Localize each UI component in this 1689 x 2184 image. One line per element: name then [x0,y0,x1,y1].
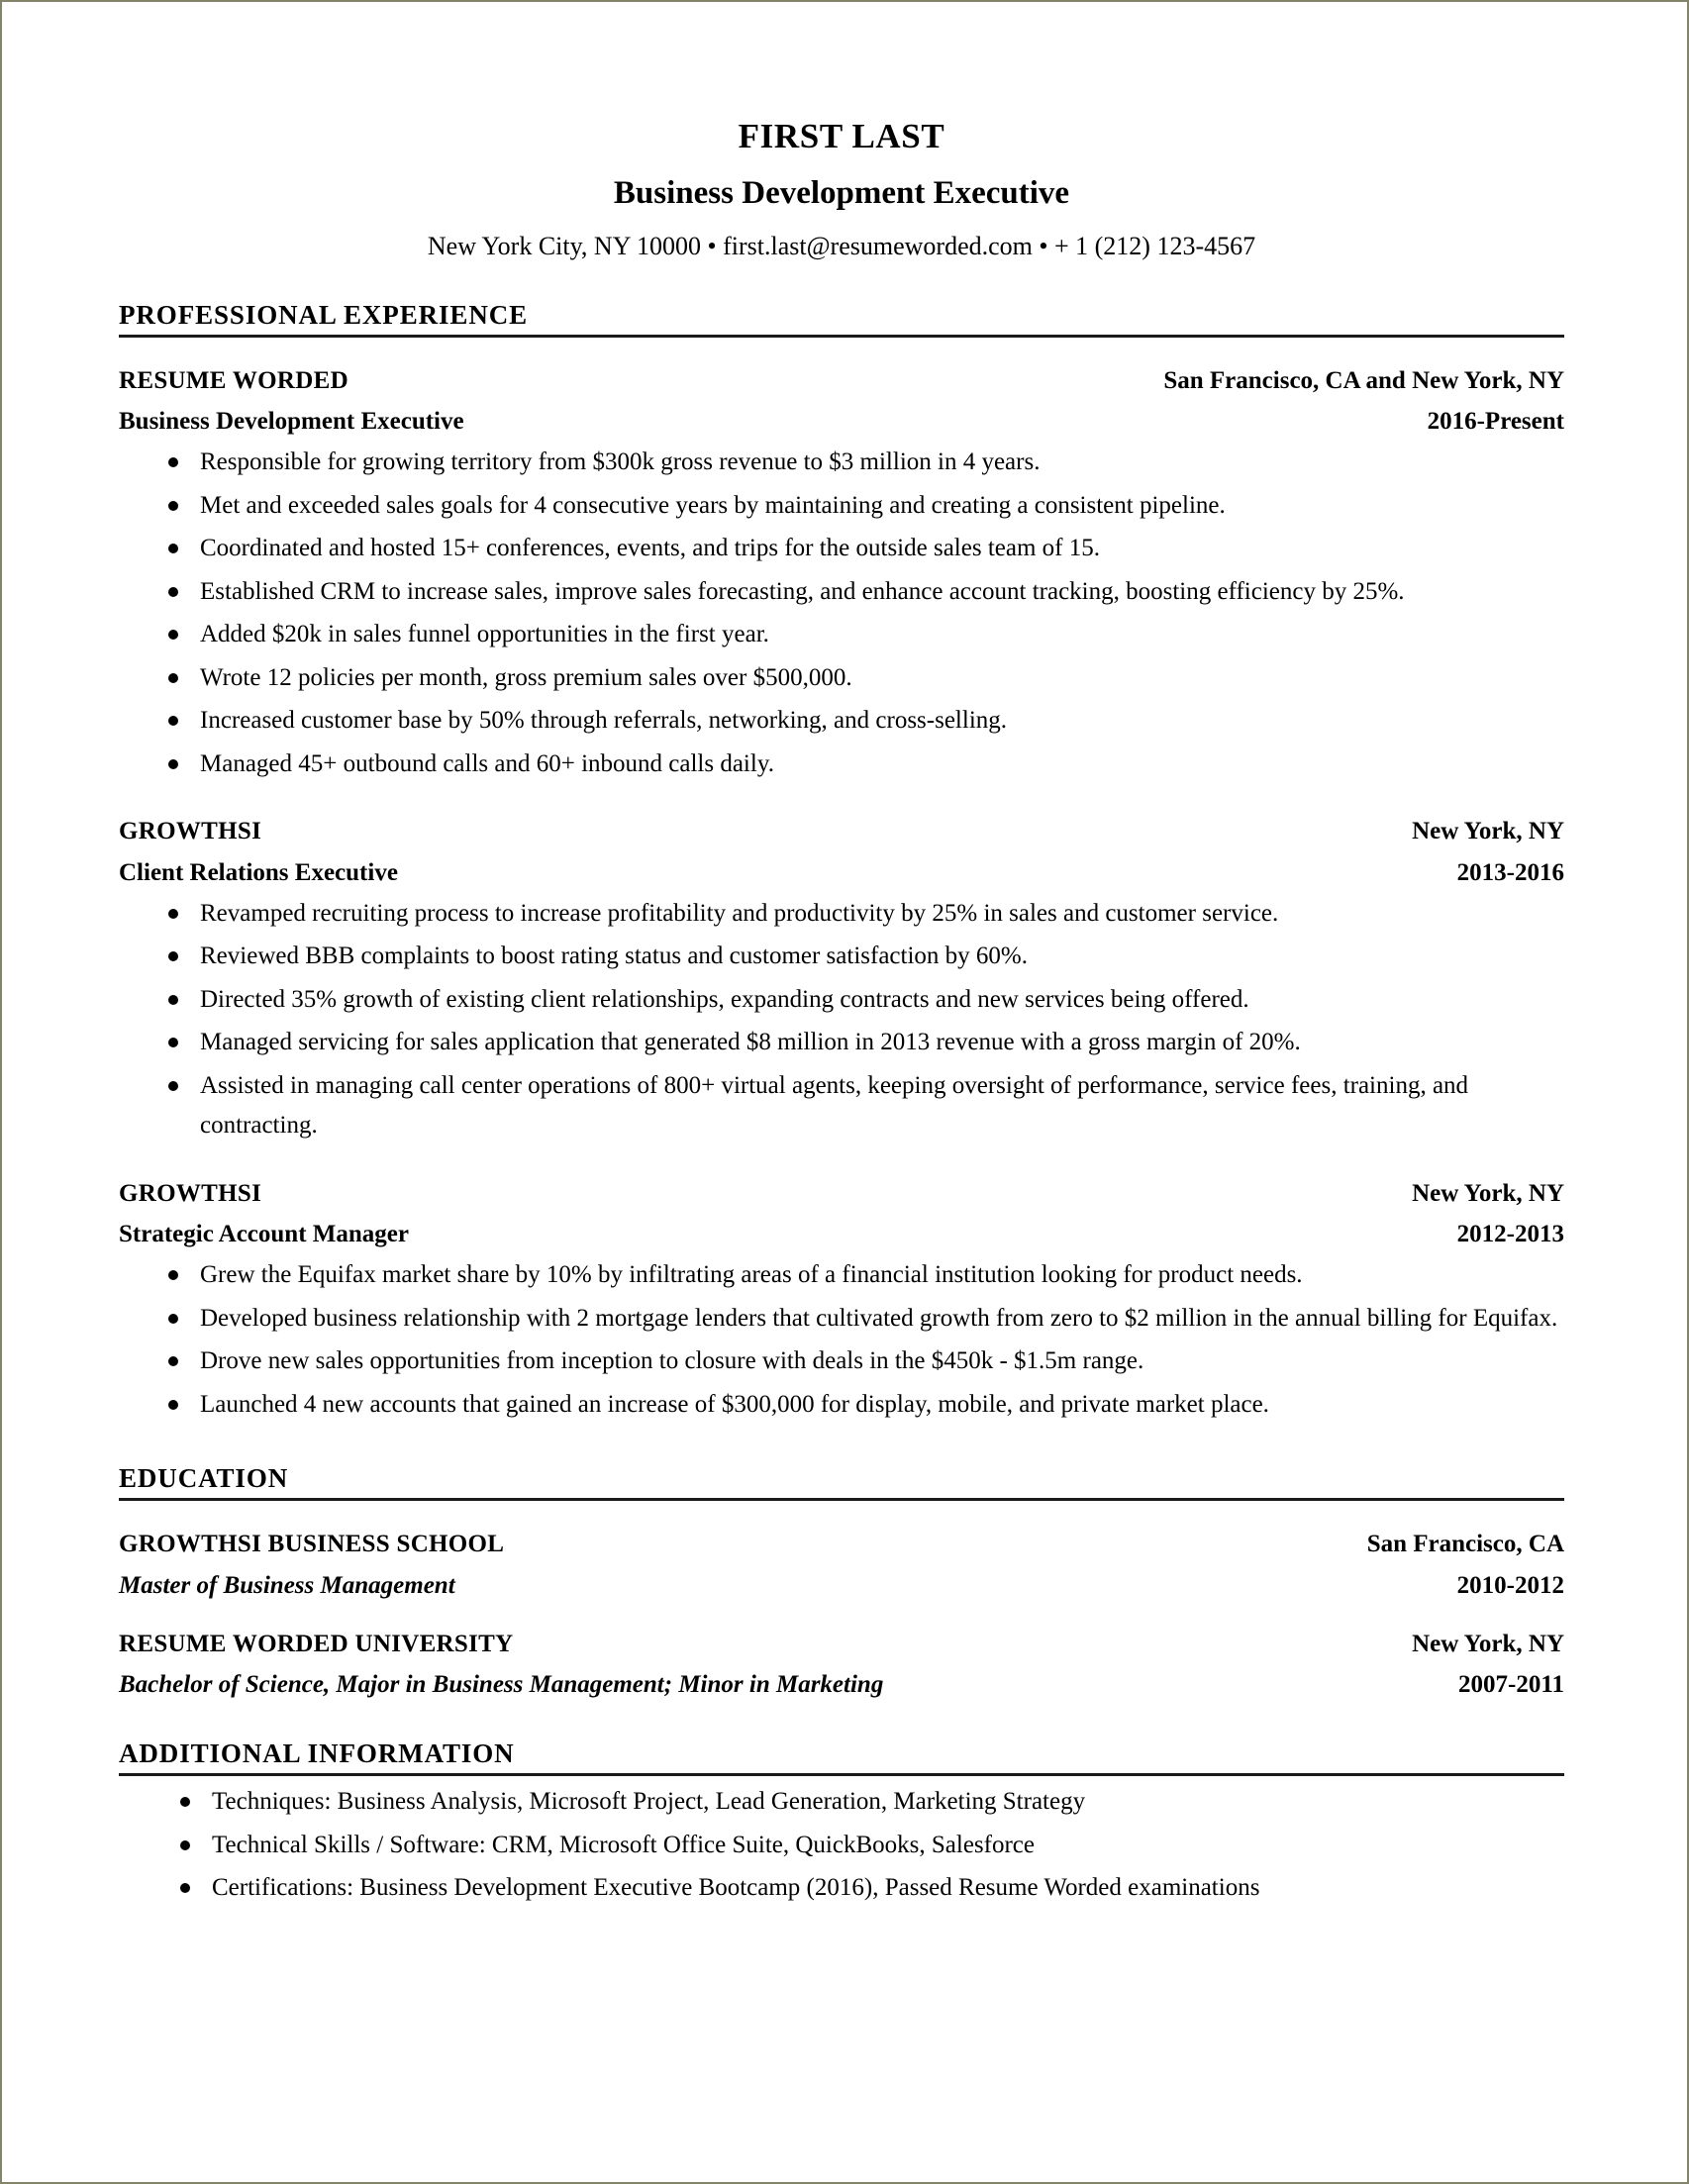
experience-bullets [119,443,1564,784]
bullet-item: Revamped recruiting process to increase profitability and productivity by 25% in sales and customer service. [119,894,1564,935]
candidate-name: FIRST LAST [738,117,945,155]
additional-information-bullets [119,1782,1564,1909]
education-degree-row [119,1669,1564,1700]
experience-org-row [119,816,1564,846]
bullet-item: Managed 45+ outbound calls and 60+ inbound calls daily. [119,745,1564,785]
bullet-item: Met and exceeded sales goals for 4 consecutive years by maintaining and creating a consistent pipeline. [119,486,1564,527]
bullet-item: Certifications: Business Development Executive Bootcamp (2016), Passed Resume Worded examinations [119,1868,1564,1909]
section-divider [119,1498,1564,1501]
experience-entry [119,1178,1564,1426]
company-name: GROWTHSI [119,818,262,845]
bullet-item: Established CRM to increase sales, improve sales forecasting, and enhance account tracking, boosting efficiency by 25%. [119,572,1564,613]
experience-role-row [119,406,1564,437]
school-name: GROWTHSI BUSINESS SCHOOL [119,1531,505,1558]
section-title-professional-experience: PROFESSIONAL EXPERIENCE [119,299,529,330]
degree-dates: 2010-2012 [1456,1571,1564,1599]
education-school-row [119,1529,1564,1559]
bullet-item: Assisted in managing call center operations of 800+ virtual agents, keeping oversight of performance, service fees, training, and contracting. [119,1066,1564,1146]
bullet-item: Increased customer base by 50% through referrals, networking, and cross-selling. [119,701,1564,742]
company-location: San Francisco, CA and New York, NY [1163,366,1564,394]
section-divider [119,1773,1564,1776]
job-title: Client Relations Executive [119,858,398,886]
bullet-item: Wrote 12 policies per month, gross premium sales over $500,000. [119,658,1564,699]
bullet-item: Added $20k in sales funnel opportunities in the first year. [119,615,1564,655]
bullet-item: Technical Skills / Software: CRM, Microsoft Office Suite, QuickBooks, Salesforce [119,1826,1564,1866]
section-title-education: EDUCATION [119,1463,289,1494]
education-degree-row [119,1570,1564,1601]
section-professional-experience [119,299,1564,1426]
bullet-item: Directed 35% growth of existing client relationships, expanding contracts and new services being offered. [119,980,1564,1021]
bullet-item: Grew the Equifax market share by 10% by infiltrating areas of a financial institution looking for product needs. [119,1255,1564,1296]
experience-entry [119,365,1564,785]
degree-name: Bachelor of Science, Major in Business Management; Minor in Marketing [119,1671,884,1699]
section-education [119,1465,1564,1700]
section-additional-information [119,1740,1564,1909]
school-location: San Francisco, CA [1366,1531,1564,1558]
resume-content [119,2,1564,1909]
school-location: New York, NY [1412,1630,1564,1657]
bullet-item: Developed business relationship with 2 mortgage lenders that cultivated growth from zero to $2 million in the annual billing for Equifax. [119,1299,1564,1340]
degree-dates: 2007-2011 [1458,1671,1564,1699]
company-name: GROWTHSI [119,1179,262,1207]
experience-entry [119,816,1564,1146]
bullet-item: Reviewed BBB complaints to boost rating status and customer satisfaction by 60%. [119,937,1564,977]
bullet-item: Coordinated and hosted 15+ conferences, events, and trips for the outside sales team of 15. [119,529,1564,569]
candidate-job-title: Business Development Executive [613,174,1070,211]
education-entry [119,1529,1564,1601]
bullet-item: Responsible for growing territory from $300k gross revenue to $3 million in 4 years. [119,443,1564,483]
section-divider [119,335,1564,338]
experience-bullets [119,1255,1564,1425]
job-dates: 2012-2013 [1456,1221,1564,1248]
bullet-item: Managed servicing for sales application that generated $8 million in 2013 revenue with a gross margin of 20%. [119,1023,1564,1063]
experience-org-row [119,365,1564,396]
company-location: New York, NY [1412,818,1564,845]
company-location: New York, NY [1412,1179,1564,1207]
experience-role-row [119,1219,1564,1249]
experience-role-row [119,857,1564,888]
education-school-row [119,1629,1564,1659]
contact-line: New York City, NY 10000 • first.last@resumeworded.com • + 1 (212) 123-4567 [427,232,1256,261]
school-name: RESUME WORDED UNIVERSITY [119,1630,514,1657]
resume-header [119,119,1564,261]
bullet-item: Drove new sales opportunities from inception to closure with deals in the $450k - $1.5m range. [119,1341,1564,1382]
job-title: Strategic Account Manager [119,1221,409,1248]
bullet-item: Launched 4 new accounts that gained an increase of $300,000 for display, mobile, and private market place. [119,1385,1564,1426]
job-dates: 2016-Present [1427,408,1564,436]
job-title: Business Development Executive [119,408,464,436]
experience-org-row [119,1178,1564,1209]
degree-name: Master of Business Management [119,1571,455,1599]
experience-bullets [119,894,1564,1146]
company-name: RESUME WORDED [119,366,348,394]
education-entry [119,1629,1564,1701]
section-title-additional-information: ADDITIONAL INFORMATION [119,1738,515,1769]
bullet-item: Techniques: Business Analysis, Microsoft Project, Lead Generation, Marketing Strategy [119,1782,1564,1823]
job-dates: 2013-2016 [1456,858,1564,886]
